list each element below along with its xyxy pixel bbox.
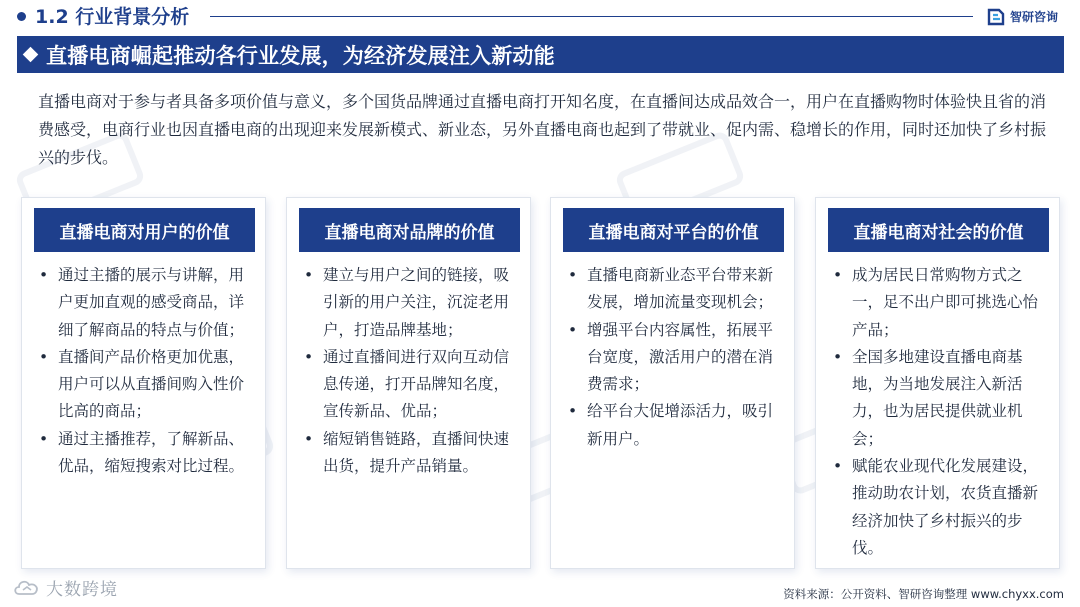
card-title: 直播电商对用户的价值 bbox=[34, 208, 255, 252]
list-item: • 给平台大促增添活力，吸引新用户。 bbox=[565, 398, 785, 453]
diamond-icon bbox=[23, 47, 39, 63]
list-item: • 缩短销售链路，直播间快速出货，提升产品销量。 bbox=[301, 426, 521, 481]
list-item: • 赋能农业现代化发展建设，推动助农计划，农货直播新经济加快了乡村振兴的步伐。 bbox=[830, 453, 1050, 562]
card-title: 直播电商对品牌的价值 bbox=[299, 208, 520, 252]
list-item: • 直播电商新业态平台带来新发展，增加流量变现机会； bbox=[565, 262, 785, 317]
footer-watermark-brand bbox=[12, 574, 118, 600]
value-card-society bbox=[815, 197, 1060, 569]
list-item: • 通过直播间进行双向互动信息传递，打开品牌知名度，宣传新品、优品； bbox=[301, 344, 521, 426]
card-title: 直播电商对平台的价值 bbox=[563, 208, 784, 252]
card-list bbox=[830, 262, 1050, 562]
card-list bbox=[301, 262, 521, 480]
list-item: • 全国多地建设直播电商基地，为当地发展注入新活力，也为居民提供就业机会； bbox=[830, 344, 1050, 453]
list-item: • 建立与用户之间的链接，吸引新的用户关注，沉淀老用户，打造品牌基地； bbox=[301, 262, 521, 344]
headline-title: 直播电商崛起推动各行业发展，为经济发展注入新动能 bbox=[46, 43, 555, 68]
section-bullet-icon bbox=[17, 12, 26, 21]
chyxx-logo-icon bbox=[987, 8, 1005, 26]
brand-logo bbox=[987, 7, 1058, 27]
section-divider bbox=[210, 16, 973, 17]
list-item: • 通过主播推荐，了解新品、优品，缩短搜索对比过程。 bbox=[36, 426, 256, 481]
card-title: 直播电商对社会的价值 bbox=[828, 208, 1049, 252]
cloud-logo-icon bbox=[12, 576, 42, 598]
brand-logo-text: 智研咨询 bbox=[1010, 10, 1059, 24]
headline-banner bbox=[17, 36, 1064, 73]
list-item: • 增强平台内容属性，拓展平台宽度，激活用户的潜在消费需求； bbox=[565, 317, 785, 399]
value-card-brand bbox=[286, 197, 531, 569]
list-item: • 直播间产品价格更加优惠，用户可以从直播间购入性价比高的商品； bbox=[36, 344, 256, 426]
card-list bbox=[565, 262, 785, 453]
section-title: 1.2 行业背景分析 bbox=[35, 6, 190, 28]
list-item: • 通过主播的展示与讲解，用户更加直观的感受商品，详细了解商品的特点与价值； bbox=[36, 262, 256, 344]
footer-brand-text: 大数跨境 bbox=[46, 579, 118, 600]
value-card-user bbox=[21, 197, 266, 569]
card-list bbox=[36, 262, 256, 480]
value-card-platform bbox=[550, 197, 795, 569]
source-note: 资料来源：公开资料、智研咨询整理 www.chyxx.com bbox=[783, 587, 1064, 601]
intro-paragraph: 直播电商对于参与者具备多项价值与意义，多个国货品牌通过直播电商打开知名度，在直播间达成品效合一，用户在直播购物时体验快且省的消费感受，电商行业也因直播电商的出现迎来发展新模式、新业态，另外直播电商也起到了带就业、促内需、稳增长的作用，同时还加快了乡村振兴的步伐。 bbox=[38, 92, 1047, 167]
section-header bbox=[0, 0, 1080, 34]
list-item: • 成为居民日常购物方式之一，足不出户即可挑选心怡产品； bbox=[830, 262, 1050, 344]
